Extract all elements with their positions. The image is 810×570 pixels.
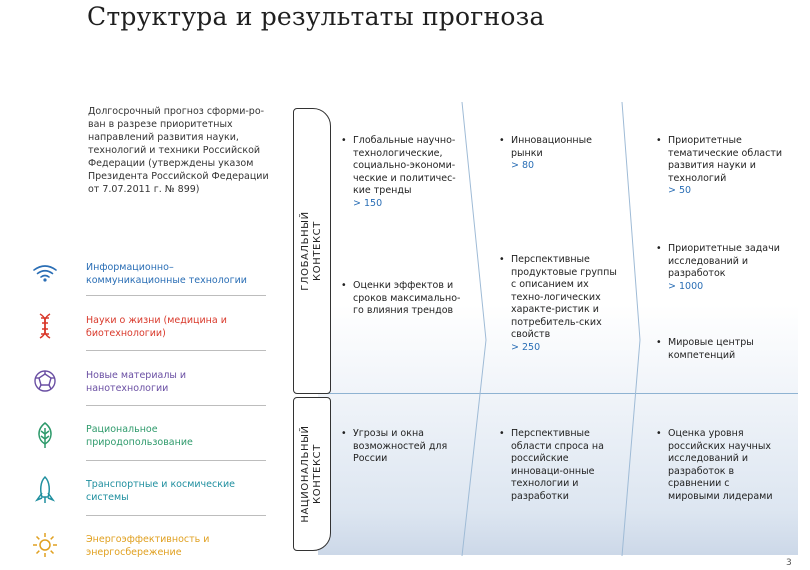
item-text: Приоритетные тематические области развития науки и технологий — [668, 135, 783, 184]
global-context-label — [293, 108, 331, 394]
bullet-glyph: • — [499, 254, 505, 265]
bullet-glyph: • — [499, 135, 505, 146]
national-context-text: НАЦИОНАЛЬНЫЙ КОНТЕКСТ — [300, 425, 323, 523]
category-label: Рациональное природопользование — [86, 424, 193, 448]
product-groups-item — [499, 254, 623, 354]
category-label: Новые материалы и нанотехнологии — [86, 370, 187, 394]
bullet-glyph: • — [656, 135, 662, 146]
research-level-item — [656, 428, 783, 503]
trend-effects-item — [341, 280, 465, 318]
bullet-glyph: • — [656, 243, 662, 254]
category-label: Информационно–коммуникационные технологии — [86, 262, 247, 286]
item-text: Приоритетные задачи исследований и разработок — [668, 243, 780, 279]
page-title: Структура и результаты прогноза — [87, 2, 545, 31]
item-count: > 1000 — [668, 280, 704, 292]
item-text: Перспективные области спроса на российские инноваци-онные технологии и разработки — [511, 428, 604, 502]
priority-areas-item — [656, 135, 783, 198]
bullet-glyph: • — [656, 428, 662, 439]
demand-areas-item — [499, 428, 623, 503]
priority-tasks-item — [656, 243, 783, 293]
intro-text: Долгосрочный прогноз сформи-рован в разрезе приоритетных направлений развития науки, технологий и техники Российской Федерации (утверждены указом Президента Российской Федерации от 7.07.2011 г. № 899) — [88, 106, 269, 195]
global-trends-item — [341, 135, 463, 210]
national-context-label — [293, 397, 331, 551]
item-count: > 250 — [511, 341, 541, 353]
bullet-glyph: • — [499, 428, 505, 439]
item-text: Угрозы и окна возможностей для России — [353, 428, 448, 464]
page-number: 3 — [786, 558, 792, 568]
category-label: Энергоэффективность и энергосбережение — [86, 534, 210, 558]
item-count: > 150 — [353, 197, 383, 209]
item-count: > 50 — [668, 185, 692, 196]
item-text: Оценки эффектов и сроков максимально-го влияния трендов — [353, 280, 461, 316]
competence-centers-item — [656, 337, 778, 362]
category-label: Транспортные и космические системы — [86, 479, 235, 503]
bullet-glyph: • — [341, 428, 347, 439]
bullet-glyph: • — [341, 135, 347, 146]
global-context-text: ГЛОБАЛЬНЫЙ КОНТЕКСТ — [300, 211, 323, 291]
item-text: Глобальные научно-технологические, социально-экономи-ческие и политичес-кие тренды — [353, 135, 456, 196]
item-count: > 80 — [511, 160, 535, 171]
item-text: Инновационные рынки — [511, 135, 592, 159]
innovation-markets-item — [499, 135, 616, 173]
item-text: Перспективные продуктовые группы с описанием их техно-логических характе-ристик и потребитель-ских свойств — [511, 254, 617, 340]
threats-item — [341, 428, 458, 466]
bullet-glyph: • — [341, 280, 347, 291]
category-label: Науки о жизни (медицина и биотехнологии) — [86, 315, 227, 339]
item-text: Оценка уровня российских научных исследований и разработок в сравнении с мировыми лидерами — [668, 428, 773, 502]
bullet-glyph: • — [656, 337, 662, 348]
item-text: Мировые центры компетенций — [668, 337, 754, 361]
